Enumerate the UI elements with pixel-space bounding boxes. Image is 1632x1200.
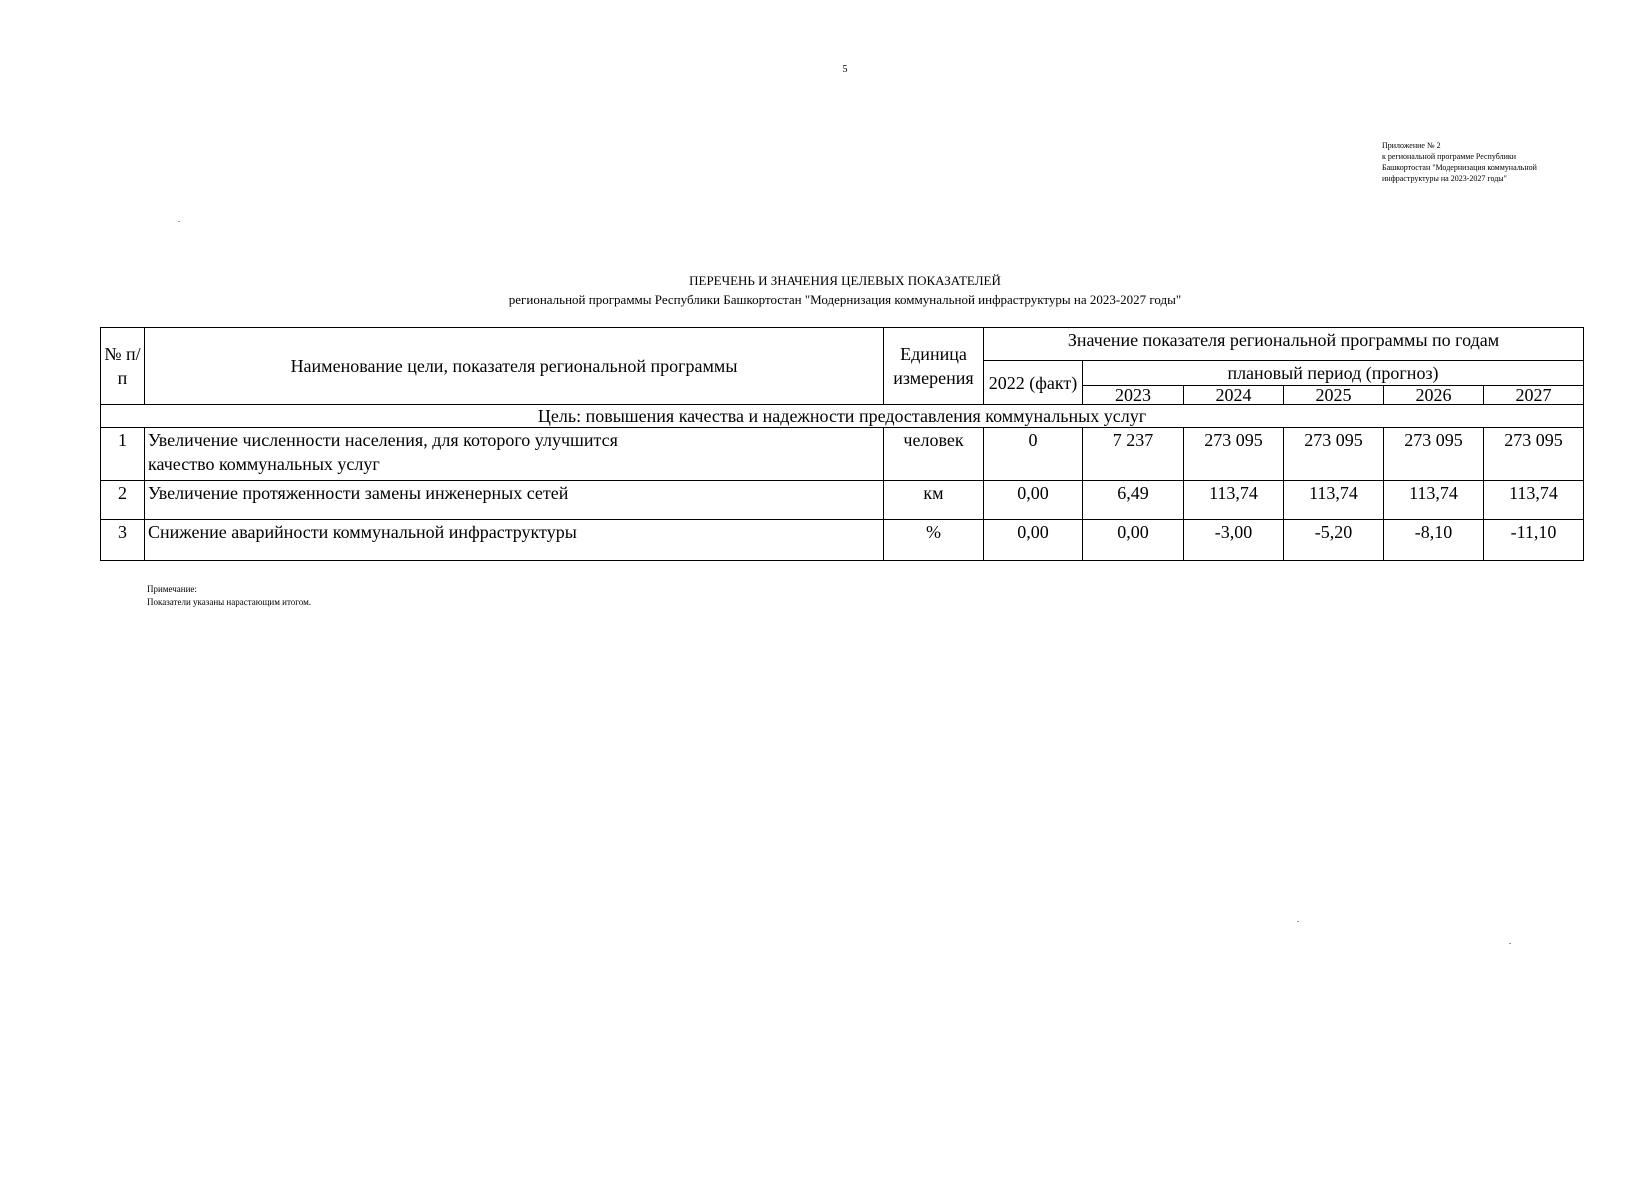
page-number: 5 bbox=[842, 64, 848, 75]
row-name-line: качество коммунальных услуг bbox=[148, 454, 380, 474]
row-value: 0,00 bbox=[984, 481, 1083, 520]
row-value: 273 095 bbox=[1384, 428, 1484, 481]
appendix-line: инфраструктуры на 2023-2027 годы" bbox=[1382, 174, 1507, 183]
scan-speck bbox=[178, 221, 180, 222]
indicators-table bbox=[100, 327, 1584, 561]
header-year: 2027 bbox=[1484, 386, 1584, 405]
header-unit: Единица измерения bbox=[884, 328, 984, 405]
row-value: -8,10 bbox=[1384, 520, 1484, 561]
header-year: 2026 bbox=[1384, 386, 1484, 405]
row-value: -5,20 bbox=[1284, 520, 1384, 561]
row-unit: человек bbox=[884, 428, 984, 481]
header-year: 2024 bbox=[1184, 386, 1284, 405]
row-value: 113,74 bbox=[1484, 481, 1584, 520]
note-block bbox=[147, 583, 311, 609]
document-title: ПЕРЕЧЕНЬ И ЗНАЧЕНИЯ ЦЕЛЕВЫХ ПОКАЗАТЕЛЕЙ bbox=[689, 273, 1001, 288]
row-value: -3,00 bbox=[1184, 520, 1284, 561]
row-value: 0,00 bbox=[984, 520, 1083, 561]
row-value: 273 095 bbox=[1484, 428, 1584, 481]
row-value: 0 bbox=[984, 428, 1083, 481]
appendix-line: Приложение № 2 bbox=[1382, 141, 1441, 150]
row-value: 113,74 bbox=[1284, 481, 1384, 520]
header-name: Наименование цели, показателя региональной программы bbox=[145, 328, 884, 405]
document-title-block bbox=[0, 271, 1632, 309]
row-name: Снижение аварийности коммунальной инфраструктуры bbox=[145, 520, 884, 561]
note-text: Показатели указаны нарастающим итогом. bbox=[147, 597, 312, 607]
goal-row: Цель: повышения качества и надежности предоставления коммунальных услуг bbox=[101, 405, 1584, 428]
table-row bbox=[101, 481, 1584, 520]
row-number: 1 bbox=[101, 428, 145, 481]
row-value: 113,74 bbox=[1184, 481, 1284, 520]
row-unit: км bbox=[884, 481, 984, 520]
row-unit: % bbox=[884, 520, 984, 561]
note-label: Примечание: bbox=[147, 584, 197, 594]
appendix-line: Башкортостан "Модернизация коммунальной bbox=[1382, 163, 1537, 172]
header-year: 2023 bbox=[1083, 386, 1184, 405]
header-number: № п/п bbox=[101, 328, 145, 405]
appendix-reference bbox=[1382, 140, 1622, 184]
row-value: 6,49 bbox=[1083, 481, 1184, 520]
row-name: Увеличение протяженности замены инженерных сетей bbox=[145, 481, 884, 520]
row-value: 273 095 bbox=[1284, 428, 1384, 481]
document-subtitle: региональной программы Республики Башкортостан "Модернизация коммунальной инфраструктуры на 2023-2027 годы" bbox=[508, 292, 1182, 307]
scan-speck bbox=[1297, 921, 1299, 922]
header-plan-period: плановый период (прогноз) bbox=[1083, 361, 1584, 386]
row-name-line: Увеличение численности населения, для которого улучшится bbox=[148, 430, 618, 450]
row-value: 273 095 bbox=[1184, 428, 1284, 481]
appendix-line: к региональной программе Республики bbox=[1382, 152, 1517, 161]
table-row bbox=[101, 520, 1584, 561]
row-value: 7 237 bbox=[1083, 428, 1184, 481]
row-number: 3 bbox=[101, 520, 145, 561]
row-name bbox=[145, 428, 884, 481]
header-fact-year: 2022 (факт) bbox=[984, 361, 1083, 405]
header-values-by-year: Значение показателя региональной программы по годам bbox=[984, 328, 1584, 361]
row-value: -11,10 bbox=[1484, 520, 1584, 561]
table-row bbox=[101, 428, 1584, 481]
row-number: 2 bbox=[101, 481, 145, 520]
row-value: 113,74 bbox=[1384, 481, 1484, 520]
header-year: 2025 bbox=[1284, 386, 1384, 405]
scan-speck bbox=[1509, 943, 1511, 944]
row-value: 0,00 bbox=[1083, 520, 1184, 561]
